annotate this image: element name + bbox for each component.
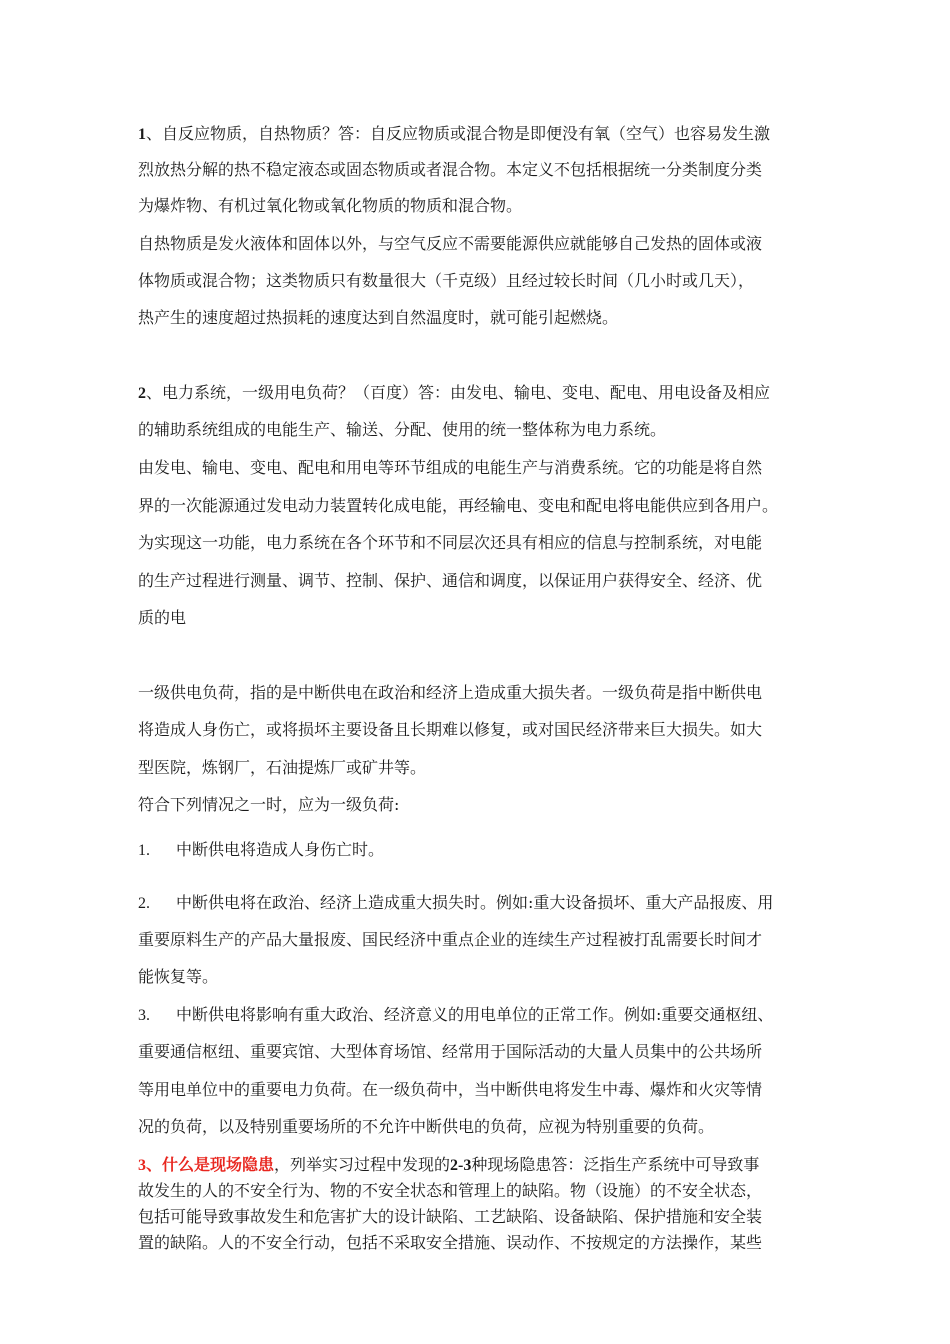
- q3-heading: 、什么是现场隐患: [146, 1157, 275, 1174]
- q2-line-2: 的辅助系统组成的电能生产、输送、分配、使用的统一整体称为电力系统。: [138, 420, 667, 439]
- load-line-2: 将造成人身伤亡，或将损坏主要设备且长期难以修复，或对国民经济带来巨大损失。如大: [138, 720, 763, 739]
- list-item-3-line-3: 等用电单位中的重要电力负荷。在一级负荷中，当中断供电将发生中毒、爆炸和火灾等情: [138, 1080, 763, 1099]
- q1-line-3: 为爆炸物、有机过氧化物或氧化物质的物质和混合物。: [138, 196, 523, 215]
- q2-line-6: 的生产过程进行测量、调节、控制、保护、通信和调度，以保证用户获得安全、经济、优: [138, 571, 763, 590]
- list-item-2-line-2: 重要原料生产的产品大量报废、国民经济中重点企业的连续生产过程被打乱需要长时间才: [138, 930, 763, 949]
- list-item-3-line-2: 重要通信枢纽、重要宾馆、大型体育场馆、经常用于国际活动的大量人员集中的公共场所: [138, 1042, 763, 1061]
- q1-line-5: 体物质或混合物；这类物质只有数量很大（千克级）且经过较长时间（几小时或几天），: [138, 271, 755, 290]
- q2-line-4: 界的一次能源通过发电动力装置转化成电能，再经输电、变电和配电将电能供应到各用户。: [138, 496, 779, 515]
- list-number: 3.: [138, 1007, 150, 1024]
- list-number: 1.: [138, 842, 150, 859]
- q1-line-6: 热产生的速度超过热损耗的速度达到自然温度时，就可能引起燃烧。: [138, 308, 619, 327]
- list-item-2: 2. 中断供电将在政治、经济上造成重大损失时。例如:重大设备损坏、重大产品报废、用: [138, 893, 774, 912]
- load-line-1: 一级供电负荷，指的是中断供电在政治和经济上造成重大损失者。一级负荷是指中断供电: [138, 683, 763, 702]
- q3-number: 3: [138, 1157, 146, 1174]
- q3-line-1: 3、什么是现场隐患，列举实习过程中发现的2-3种现场隐患答：泛指生产系统中可导致事: [138, 1155, 760, 1174]
- q3-line-2: 故发生的人的不安全行为、物的不安全状态和管理上的缺陷。物（设施）的不安全状态，: [138, 1181, 763, 1200]
- load-line-4: 符合下列情况之一时，应为一级负荷:: [138, 795, 400, 814]
- q2-line-1: 2、电力系统，一级用电负荷？（百度）答：由发电、输电、变电、配电、用电设备及相应: [138, 383, 771, 402]
- q2-number: 2: [138, 385, 146, 402]
- list-item-3-line-4: 况的负荷，以及特别重要场所的不允许中断供电的负荷，应视为特别重要的负荷。: [138, 1117, 715, 1136]
- list-item-2-line-3: 能恢复等。: [138, 967, 219, 986]
- q1-line-2: 烈放热分解的热不稳定液态或固态物质或者混合物。本定义不包括根据统一分类制度分类: [138, 160, 763, 179]
- q3-line-4: 置的缺陷。人的不安全行动，包括不采取安全措施、误动作、不按规定的方法操作，某些: [138, 1233, 763, 1252]
- q2-line-7: 质的电: [138, 608, 187, 627]
- list-number: 2.: [138, 895, 150, 912]
- list-item-1: 1. 中断供电将造成人身伤亡时。: [138, 840, 385, 859]
- q1-number: 1: [138, 126, 146, 143]
- q2-line-5: 为实现这一功能，电力系统在各个环节和不同层次还具有相应的信息与控制系统，对电能: [138, 533, 763, 552]
- load-line-3: 型医院，炼钢厂，石油提炼厂或矿井等。: [138, 758, 427, 777]
- q2-line-3: 由发电、输电、变电、配电和用电等环节组成的电能生产与消费系统。它的功能是将自然: [138, 458, 763, 477]
- list-item-3: 3. 中断供电将影响有重大政治、经济意义的用电单位的正常工作。例如:重要交通枢纽、: [138, 1005, 774, 1024]
- q1-line-4: 自热物质是发火液体和固体以外，与空气反应不需要能源供应就能够自己发热的固体或液: [138, 234, 763, 253]
- q1-line-1: 1、自反应物质，自热物质？答：自反应物质或混合物是即便没有氧（空气）也容易发生激: [138, 124, 771, 143]
- q3-line-3: 包括可能导致事故发生和危害扩大的设计缺陷、工艺缺陷、设备缺陷、保护措施和安全装: [138, 1207, 763, 1226]
